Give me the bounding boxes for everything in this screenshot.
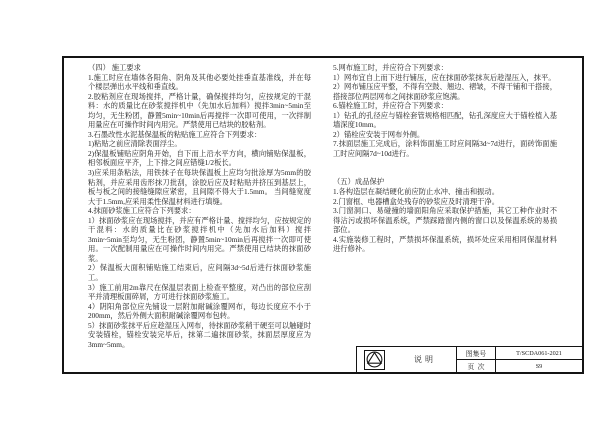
spec-paragraph: 1)粘贴之前应清除表面浮尘。: [88, 139, 182, 149]
right-text-column: [333, 63, 557, 254]
left-text-column: [88, 63, 311, 349]
spec-paragraph: 2）保温板大面积铺贴施工结束后，应间隔3d~5d后进行抹面砂浆施工。: [88, 263, 311, 283]
sheet-frame: [62, 56, 584, 374]
spec-paragraph: 2)保温板铺贴应阴角开始，自下而上沿水平方向，横向铺贴保温板，相邻板面应平齐，上下排之间应错缝1/2板长。: [88, 148, 311, 168]
spec-paragraph: 1.各构造层在凝结硬化前应防止水冲、撞击和振动。: [333, 187, 500, 197]
spec-paragraph: 3.石墨改性水泥基保温板的粘贴施工应符合下列要求：: [88, 129, 262, 139]
finished-product-protection-section: [333, 177, 557, 253]
spec-paragraph: 2）网布铺压应平整，不得有空鼓、翘边、褶皱，不得干铺和干搭接，搭接部位两层网布之间抹面砂浆应饱满。: [333, 82, 557, 101]
section-heading: （五）成品保护: [333, 177, 385, 187]
logo-cell: [357, 347, 391, 372]
atlas-number-value: T/SCDA061-2021: [516, 349, 562, 357]
spec-paragraph: 6.锚栓施工时，并应符合下列要求：: [333, 101, 448, 111]
page-number-row: [457, 360, 582, 372]
spec-paragraph: 5.网布施工时，并应符合下列要求：: [333, 63, 448, 72]
spec-paragraph: 2.胶粘剂应在现场搅拌，严格计量，确保搅拌均匀，应按规定的干混料：水的质量比在砂浆搅拌机中（先加水后加料）搅拌3min~5min至均匀，无生粉团，静置5min~10min后再搅拌一次即可使用，一次拌制用量应在可操作时间内用完。严禁使用已结块的胶粘剂。: [88, 91, 311, 130]
spec-paragraph: 4）阴阳角部位应先铺设一层附加耐碱涂覆网布，每边长度应不小于200mm，然后外侧大面积耐碱涂覆网布包转。: [88, 301, 311, 321]
spec-paragraph: 1）抹面砂浆应在现场搅拌，并应有严格计量、搅拌均匀，应按规定的干混料：水的质量比在砂浆搅拌机中（先加水后加料）搅拌3min~5min至均匀，无生粉团，静置5min~10min后再搅拌一次即可使用。一次配制用量应在可操作时间内用完。严禁使用已结块的抹面砂浆。: [88, 215, 311, 263]
spec-paragraph: 7.抹面层施工完成后，涂料饰面施工时应间隔3d~7d进行，面砖饰面施工时应间隔7d~10d进行。: [333, 139, 557, 158]
spec-paragraph: 1.施工时应在墙体各阳角、阴角及其他必要处挂垂直基准线，并在每个楼层弹出水平线和垂直线。: [88, 72, 311, 92]
circle-triangle-logo-icon: [364, 350, 385, 370]
spec-paragraph: 3)应采用条粘法，用铁抹子在每块保温板上应均匀批涂厚为5mm的胶粘剂，并应采用齿形抹刀批刮，涂胶后应及时粘贴并挤压到基层上，板与板之间的接缝缝隙应紧密，且间隙不得大于1.5mm。 当间缝宽度大于1.5mm,应采用柔性保温材料进行填缝。: [88, 168, 311, 206]
page-number-value: S9: [535, 362, 543, 370]
title-block: [356, 346, 582, 372]
spec-paragraph: 4.实施装修工程时，严禁损坏保温系统，损坏处应采用相同保温材料进行修补。: [333, 234, 557, 254]
atlas-number-label: 图集号: [457, 347, 496, 359]
spec-paragraph: 2.门窗框、电器槽盒处残存的砂浆应及时清理干净。: [333, 196, 500, 206]
atlas-number-row: [457, 347, 582, 360]
spec-paragraph: 2）锚栓应安装于网布外侧。: [333, 129, 425, 139]
spec-paragraph: 1）网布宜自上而下进行铺压，应在抹面砂浆抹灰后趁湿压入，抹平。: [333, 72, 556, 82]
spec-paragraph: 3.门窗洞口、易碰撞的墙面阳角应采取保护措施，其它工种作业时不得沾污或损坏保温系统，严禁踩踏窗内侧的窗口以及保温系统的易损部位。: [333, 206, 557, 235]
page-number-label: 页 次: [457, 360, 496, 372]
title-block-meta: [456, 347, 582, 372]
sheet-title: 说明: [414, 355, 436, 364]
spec-paragraph: 3）施工前用2m靠尺在保温层表面上检查平整度，对凸出的部位应刮平并清理板面碎屑，方可进行抹面砂浆施工。: [88, 282, 311, 302]
spec-paragraph: 5）抹面砂浆抹平后应趁湿压入网布，待抹面砂浆稍干硬至可以触碰时安装锚栓，锚栓安装完毕后，抹第二遍抹面砂浆，抹面层厚度应为3mm~5mm。: [88, 320, 311, 349]
spec-paragraph: 1）钻孔的孔径应与锚栓套管规格相匹配，钻孔深度应大于锚栓植入基墙深度10mm。: [333, 110, 557, 130]
construction-requirements-continued: [333, 63, 557, 158]
section-heading: （四） 施工要求: [88, 63, 141, 72]
spec-paragraph: 4.抹面砂浆施工应符合下列要求：: [88, 206, 196, 216]
